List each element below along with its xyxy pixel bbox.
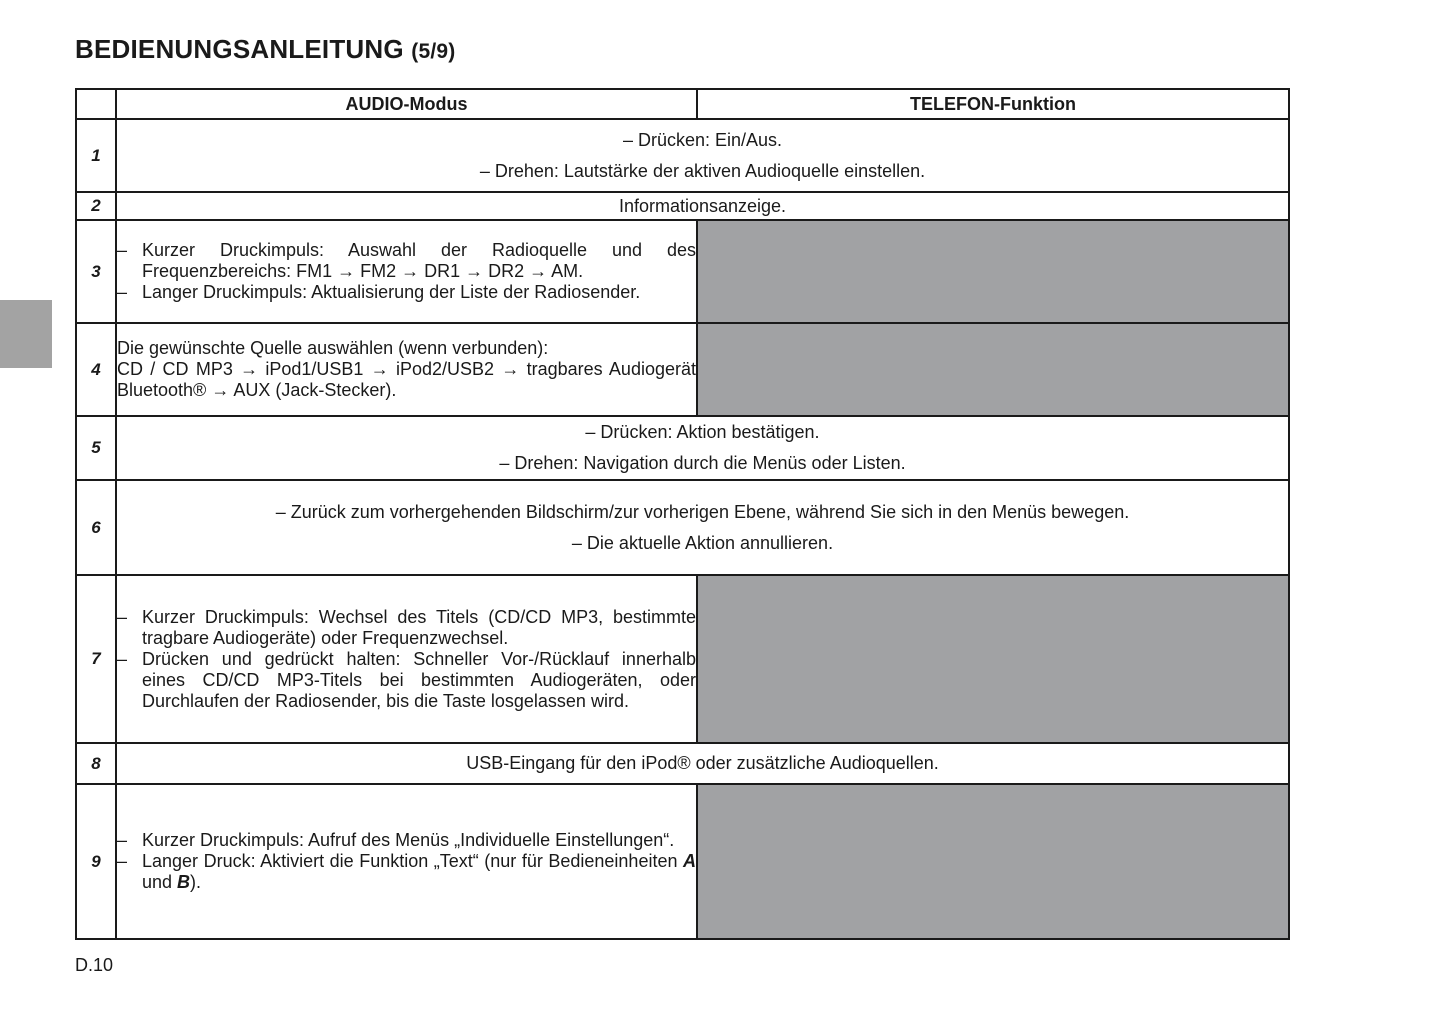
- table-row: [76, 192, 1289, 220]
- row-content-telefon-empty: [697, 784, 1289, 939]
- row-number: 5: [76, 416, 116, 480]
- row-line: CD / CD MP3 → iPod1/USB1 → iPod2/USB2 → tragbares Audiogerät Bluetooth® → AUX (Jack-Stecker).: [117, 359, 696, 400]
- row-content-telefon-empty: [697, 323, 1289, 416]
- row-line: – Die aktuelle Aktion annullieren.: [571, 532, 834, 553]
- row-content: [116, 416, 1289, 480]
- list-item: [117, 851, 696, 893]
- row-content: USB-Eingang für den iPod® oder zusätzliche Audioquellen.: [116, 743, 1289, 784]
- list-item: – Drücken und gedrückt halten: Schneller Vor-/Rücklauf innerhalb eines CD/CD MP3-Titels bei bestimmten Audiogeräten, oder Durchlaufen der Radiosender, bis die Taste losgelassen wird.: [117, 649, 696, 712]
- page-title-main: BEDIENUNGSANLEITUNG: [75, 34, 404, 64]
- row-number: 9: [76, 784, 116, 939]
- row-content: Informationsanzeige.: [116, 192, 1289, 220]
- row-number: 3: [76, 220, 116, 323]
- row-content-audio: [116, 575, 697, 743]
- section-tab-marker: [0, 300, 52, 368]
- unit-b-label: B: [177, 872, 191, 892]
- column-header-telefon: TELEFON-Funktion: [697, 89, 1289, 119]
- row-number: 8: [76, 743, 116, 784]
- page-title-subtitle: (5/9): [411, 40, 456, 63]
- bullet-list: [117, 607, 696, 712]
- row-content: [116, 119, 1289, 192]
- row-content-audio: [116, 784, 697, 939]
- bullet-list: [117, 240, 696, 303]
- list-item: – Langer Druckimpuls: Aktualisierung der Liste der Radiosender.: [117, 282, 696, 303]
- row-line: – Drehen: Navigation durch die Menüs oder Listen.: [499, 453, 906, 473]
- page-title: [75, 34, 455, 65]
- bullet-list: [117, 830, 696, 893]
- table-row: [76, 575, 1289, 743]
- row-number: 4: [76, 323, 116, 416]
- table-row: [76, 220, 1289, 323]
- table-row: [76, 480, 1289, 575]
- row-number: 1: [76, 119, 116, 192]
- row-number: 2: [76, 192, 116, 220]
- row-number: 6: [76, 480, 116, 575]
- row-line: – Zurück zum vorhergehenden Bildschirm/zur vorherigen Ebene, während Sie sich in den Menüs bewegen.: [275, 501, 1130, 522]
- table-row: [76, 323, 1289, 416]
- table-row: [76, 784, 1289, 939]
- table-row: [76, 119, 1289, 192]
- row-line: – Drücken: Aktion bestätigen.: [585, 422, 820, 442]
- controls-table: [75, 88, 1290, 940]
- row-content-telefon-empty: [697, 575, 1289, 743]
- row-content: [116, 480, 1289, 575]
- table-row: [76, 416, 1289, 480]
- table-row: [76, 743, 1289, 784]
- list-item: – Kurzer Druckimpuls: Auswahl der Radioquelle und des Frequenzbereichs: FM1 → FM2 → DR1 → DR2 → AM.: [117, 240, 696, 282]
- list-item-text: Langer Druck: Aktiviert die Funktion „Text“ (nur für Bedieneinheiten: [142, 851, 683, 871]
- table-header-row: [76, 89, 1289, 119]
- list-item-text: und: [142, 872, 178, 892]
- row-content-audio: [116, 220, 697, 323]
- unit-a-label: A: [683, 851, 696, 871]
- row-line: – Drücken: Ein/Aus.: [622, 129, 783, 150]
- list-item: – Kurzer Druckimpuls: Wechsel des Titels (CD/CD MP3, bestimmte tragbare Audiogeräte) oder Frequenzwechsel.: [117, 607, 696, 649]
- page-number: D.10: [75, 955, 114, 975]
- column-header-audio: AUDIO-Modus: [116, 89, 697, 119]
- row-line: Die gewünschte Quelle auswählen (wenn verbunden):: [117, 338, 549, 358]
- row-number: 7: [76, 575, 116, 743]
- list-item-text: ).: [190, 872, 202, 892]
- row-line: – Drehen: Lautstärke der aktiven Audioquelle einstellen.: [479, 160, 926, 181]
- row-content-audio: [116, 323, 697, 416]
- header-empty-cell: [76, 89, 116, 119]
- row-content-telefon-empty: [697, 220, 1289, 323]
- list-item: – Kurzer Druckimpuls: Aufruf des Menüs „Individuelle Einstellungen“.: [117, 830, 696, 851]
